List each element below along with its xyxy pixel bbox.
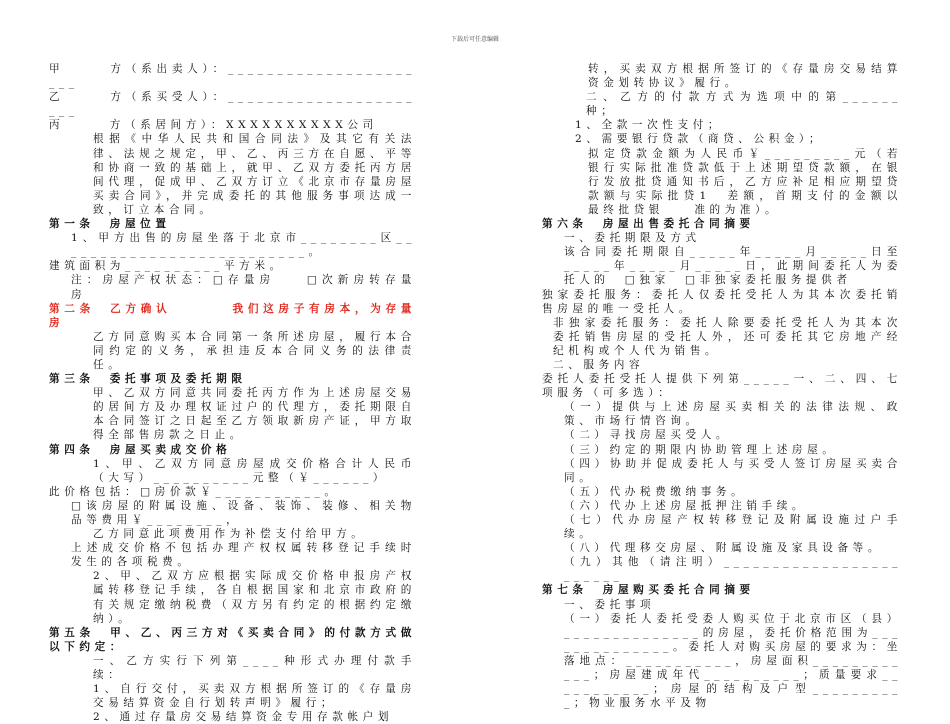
right-column [542, 62, 902, 710]
left-paragraph: 1、自行交付，买卖双方根据所签订的《存量房交易结算资金自行划转声明》履行； [93, 683, 416, 710]
right-paragraph: 1、全款一次性支付； [575, 119, 724, 132]
right-paragraph: （七）代办房屋产权转移登记及附属设施过户手续。 [564, 514, 902, 541]
right-paragraph: （一）提供与上述房屋买卖相关的法律法规、政策、市场行情咨询。 [564, 401, 902, 428]
right-paragraph: 该合同委托期限自_____年_____月_____日至_____年_____月_____日，此期间委托人为委托人的 □独家 □非独家委托服务提供者 [564, 246, 902, 287]
left-paragraph: 一、乙方实行下列第____种形式办理付款手续： [93, 654, 416, 682]
right-paragraph: （二）寻找房屋买受人。 [564, 429, 732, 442]
left-paragraph: 乙方同意购买本合同第一条所述房屋，履行本合同约定的义务，承担违反本合同义务的法律责任。 [93, 330, 416, 371]
left-paragraph: 乙方同意此项费用作为补偿支付给甲方。 [93, 528, 367, 541]
right-paragraph: 第七条 房屋购买委托合同摘要 [542, 584, 755, 597]
right-paragraph: （九）其他（请注明）________________________ [564, 556, 902, 583]
left-paragraph: 此价格包括：□房价款￥___________。 [49, 485, 340, 498]
right-paragraph: 转，买卖双方根据所签订的《存量房交易结算资金划转协议》履行。 [588, 63, 902, 90]
left-paragraph: 甲、乙双方同意共同委托丙方作为上述房屋交易的居间方及办理权证过户的代理方，委托期限自本合同签订之日起至乙方领取新房产证，甲方取得全部售房款之日止。 [93, 387, 416, 442]
left-paragraph: 1、甲、乙双方同意房屋成交价格合计人民币（大写）__________元整（￥______） [93, 457, 416, 484]
left-paragraph: 甲 方（系出卖人）：______________________ [49, 63, 416, 90]
left-paragraph: 1、甲方出售的房屋坐落于北京市________区__________________________。 [71, 232, 416, 259]
right-paragraph: （五）代办税费缴纳事务。 [564, 485, 747, 498]
left-paragraph: 注：房屋产权状态：□存量房 □次新房转存量房 [71, 274, 416, 301]
left-paragraph: 第四条 房屋买卖成交价格 [49, 443, 232, 456]
page-header: 下载后可任意编辑 [450, 36, 499, 43]
right-paragraph: 独家委托服务：委托人仅委托受托人为其本次委托销售房屋的唯一受托人。 [542, 288, 902, 315]
left-paragraph: 第五条 甲、乙、丙三方对《买卖合同》的付款方式做以下约定： [49, 626, 416, 653]
right-paragraph: 2、需要银行贷款（商贷、公积金）； [575, 133, 825, 146]
left-paragraph: □该房屋的附属设施、设备、装饰、装修、相关物品等费用￥________， [71, 499, 416, 526]
right-paragraph: （四）协助并促成委托人与买受人签订房屋买卖合同。 [564, 457, 902, 484]
left-paragraph: 根据《中华人民共和国合同法》及其它有关法律、法规之规定，甲、乙、丙三方在自愿、平等和协商一致的基础上，就甲、乙双方委托丙方居间代理，促成甲、乙双方订立《北京市存量房屋买卖合同》，并完成委托的其他服务事项达成一致，订立本合同。 [93, 133, 416, 216]
right-paragraph: 一、委托期限及方式 [564, 232, 701, 245]
right-paragraph: （三）约定的期限内协助管理上述房屋。 [564, 443, 838, 456]
left-column [49, 62, 416, 724]
left-paragraph: 第二条 乙方确认 我们这房子有房本，为存量房 [49, 302, 416, 329]
right-paragraph: （八）代理移交房屋、附属设施及家具设备等。 [564, 542, 884, 555]
right-paragraph: 拟定贷款金额为人民币￥_________元（若银行实际批准贷款低于上述期望贷款额，在银行发放批贷通知书后，乙方应补足相应期望贷款额与实际批贷1 差额，首期支付的金额以最终批贷银 准的为准）。 [588, 147, 902, 216]
left-paragraph: 丙 方（系居间方）：XXXXXXXXXX公司 [49, 119, 378, 132]
left-paragraph: 上述成交价格不包括办理产权权属转移登记手续时发生的各项税费。 [71, 542, 416, 569]
right-paragraph: （六）代办上述房屋抵押注销手续。 [564, 499, 808, 512]
right-paragraph: 第六条 房屋出售委托合同摘要 [542, 218, 755, 231]
left-paragraph: 2、通过存量房交易结算资金专用存款帐户划 [93, 711, 394, 724]
left-paragraph: 建筑面积为__________平方米。 [49, 260, 285, 273]
right-paragraph: （一）委托人委托受委人购买位于北京市区（县）______________的房屋，委托价格范围为______________。委托人对购买房屋的要求为：坐落地点：___________，房屋面积____________；房屋建成年代__________；质量要求___________；房屋的结构及户型__________；物业服务水平及物 [564, 612, 902, 710]
left-paragraph: 乙 方（系买受人）：______________________ [49, 91, 416, 118]
right-paragraph: 二、乙方的付款方式为选项中的第______种； [586, 91, 902, 118]
right-paragraph: 一、委托事项 [564, 598, 656, 611]
right-paragraph: 非独家委托服务：委托人除要委托受托人为其本次委托销售房屋的受托人外，还可委托其它房地产经纪机构或个人代为销售。 [553, 316, 902, 357]
left-paragraph: 第三条 委托事项及委托期限 [49, 373, 247, 386]
left-paragraph: 2、甲、乙双方应根据实际成交价格申报房产权属转移登记手续，各自根据国家和北京市政府的有关规定缴纳税费（双方另有约定的根据约定缴纳）。 [93, 570, 416, 625]
right-paragraph: 委托人委托受托人提供下列第_____一、二、四、七项服务（可多选）： [542, 373, 902, 400]
left-paragraph: 第一条 房屋位置 [49, 218, 171, 231]
right-paragraph: 二、服务内容 [553, 358, 645, 371]
